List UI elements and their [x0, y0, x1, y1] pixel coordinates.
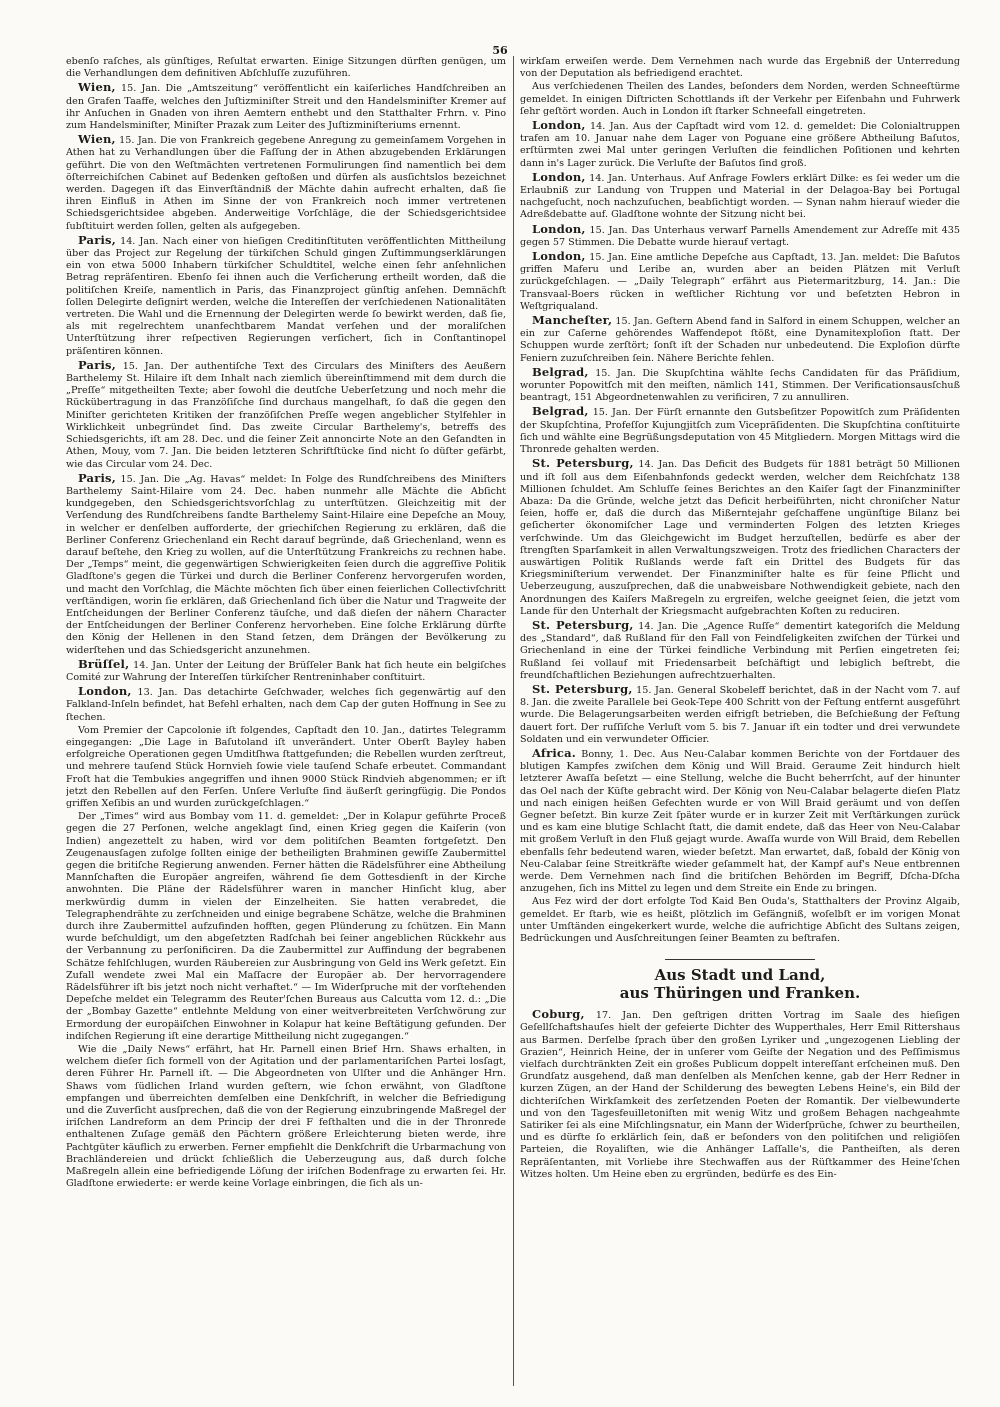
article-paragraph [66, 133, 506, 233]
article-dateline: London, [78, 684, 132, 699]
article-text: 15. Jan. Die Skupſchtina wählte ſechs Candidaten für das Präſidium, worunter Popowitſch mit den meiſten, nämlich 141, Stimmen. Der Verificationsausſchuß beantragt, 151 Abgeordnetenwahlen zu verificiren, 7 zu annulliren. [520, 367, 960, 404]
article-dateline: Paris, [78, 470, 116, 485]
article-text: 15. Jan. Die „Ag. Havas“ meldet: In Folge des Rundſchreibens des Miniſters Barthelemy Saint-Hilaire vom 24. Dec. haben nunmehr alle Mächte die Abſicht kundgegeben, den Schiedsgerichtsvorſchlag zu unterſtützen. Gleichzeitig mit der Verſendung des Rundſchreibens ſandte Barthelemy Saint-Hilaire eine Depeſche an Mouy, in welcher er denſelben aufforderte, der griechiſchen Regierung zu erklären, daß die Berliner Conferenz Griechenland ein Recht darauf begründe, daß Griechenland, wenn es darauf beſtehe, den Krieg zu wollen, auf die Unterſtützung Frankreichs zu rechnen habe. Der „Temps“ meint, die gegenwärtigen Schwierigkeiten ſeien durch die aggreſſive Politik Gladſtone's gegen die Türkei und durch die Berliner Conferenz hervorgerufen worden, und macht den Vorſchlag, die Mächte möchten ſich über einen feierlichen Collectivſchritt verſtändigen, worin ſie erklären, daß Griechenland ſich über die Natur und Tragweite der Entſcheidungen der Berliner Conferenz täuſche, und daß dieſen der nähern Character der Entſcheidungen der Berliner Conferenz hervorheben. Eine ſolche Erklärung dürfte den König der Hellenen in den Stand ſetzen, dem Drängen der Bevölkerung zu widerſtehen und das Schiedsgericht anzunehmen. [66, 473, 506, 656]
article-paragraph [66, 472, 506, 657]
article-paragraph [66, 234, 506, 358]
article-dateline: St. Petersburg, [532, 681, 633, 696]
article-dateline: London, [532, 169, 586, 184]
article-text: 17. Jan. Den geſtrigen dritten Vortrag im Saale des hieſigen Geſellſchaftshauſes hielt der gefeierte Dichter des Wupperthales, Herr Emil Rittershaus aus Barmen. Derſelbe ſprach über den großen Lyriker und „ungezogenen Liebling der Grazien“, Heinrich Heine, der in unſerer vom Geiſte der Negation und des Peſſimismus vielfach durchtränkten Zeit ein großes Publicum doppelt intereſſant erſcheinen muß. Den Grundſatz ausgehend, daß man denſelben als Menſchen kenne, gab der Herr Redner in kurzen Zügen, an der Hand der Schilderung des bewegten Lebens Heine's, ein Bild der dichteriſchen Wirkſamkeit des zerſetzenden Poeten der Romantik. Der vielbewunderte und von den Tagesfeuilletoniſten mit wenig Witz und großem Behagen nachgeahmte Satiriker ſei als eine Miſchlingsnatur, ein Mann der Widerſprüche, ſchwer zu beurtheilen, und es dürfte ſo erklärlich ſein, daß er beſonders von den politiſchen und religiöſen Parteien, die Royaliſten, wie die Anhänger Laſſalle's, die Pantheiſten, als deren Repräſentanten, mit Vorliebe ihre Stechwaffen aus der Rüſtkammer des Heine'ſchen Witzes holten. Um Heine eben zu ergründen, bedürfe es des Ein- [520, 1010, 960, 1180]
article-paragraph [520, 366, 960, 405]
article-dateline: Wien, [78, 80, 116, 95]
article-dateline: London, [532, 221, 586, 236]
article-dateline: Mancheſter, [532, 313, 613, 328]
article-text: 14. Jan. Die „Agence Ruſſe“ dementirt kategoriſch die Meldung des „Standard“, daß Rußland für den Fall von Feindſeligkeiten zwiſchen der Türkei und Griechenland in eine der Türkei feindliche Verbindung mit Perſien eingetreten ſei; Rußland ſei vollauf mit Friedensarbeit beſchäftigt und lebiglich beſtrebt, die freundſchaftlichen Beziehungen aufrechtzuerhalten. [520, 620, 960, 681]
article-paragraph [520, 56, 960, 80]
article-paragraph [520, 405, 960, 456]
article-text: 15. Jan. Eine amtliche Depeſche aus Capſtadt, 13. Jan. meldet: Die Baſutos griffen Maferu und Leribe an, wurden aber an beiden Plätzen mit Verluſt zurückgeſchlagen. — „Daily Telegraph“ erfährt aus Pietermaritzburg, 14. Jan.: Die Transvaal-Boers rücken in weſtlicher Richtung vor und beſetzten Hebron in Weſtgriqualand. [520, 252, 960, 312]
article-text: Vom Premier der Capcolonie iſt folgendes, Capſtadt den 10. Jan., datirtes Telegramm eingegangen: „Die Lage in Baſutoland iſt unverändert. Unter Oberſt Bayley haben erfolgreiche Operationen gegen Umditſhwa ſtattgefunden; die Rebellen wurden zerſtreut, und mehrere tauſend Stück Hornvieh ſowie viele tauſend Schafe erbeutet. Commandant Froſt hat die Tembukies angegriffen und ihnen 9000 Stück Rindvieh abgenommen; er iſt jetzt den Rebellen auf den Ferſen. Unſere Verluſte ſind äußerſt geringfügig. Die Pondos griffen Xeſibis an und wurden zurückgeſchlagen.“ [66, 724, 506, 809]
section-heading-line-2: aus Thüringen und Franken. [619, 984, 861, 1003]
article-text: 15. Jan. Die von Frankreich gegebene Anregung zu gemeinſamem Vorgehen in Athen hat zu Verhandlungen über die Faſſung der in Athen abzugebenden Erklärungen geführt. Die von den Weſtmächten vertretenen Formulirungen ſind namentlich bei dem öſterreichiſchen Cabinet auf Bedenken geſtoßen und dürfen als ausſichtslos bezeichnet werden. Dagegen iſt das Einverſtändniß der Mächte dahin aufrecht erhalten, daß ſie ihren Einfluß in Athen im Sinne der von Frankreich noch immer vertretenen Schiedsgerichtsidee abgeben. Anderweitige Vorſchläge, die der Schiedsgerichtsidee ſubſtituirt werden ſollen, gelten als aufgegeben. [66, 135, 506, 232]
article-paragraph [66, 658, 506, 684]
article-dateline: Paris, [78, 357, 116, 372]
section-separator-line [665, 959, 815, 960]
article-paragraph [66, 359, 506, 471]
article-paragraph [520, 683, 960, 746]
article-text: 14. Jan. Das Deficit des Budgets für 1881 beträgt 50 Millionen und iſt ſoll aus dem Eiſenbahnfonds gedeckt werden, welcher dem Reichſchatz 138 Millionen ſchuldet. Am Schluſſe ſeines Berichtes an den Kaiſer ſagt der Finanzminiſter Abaza: Da die Gründe, welche jetzt das Deficit herbeiführten, nicht chroniſcher Natur ſeien, hoffe er, daß die durch das Mißerntejahr geſchaffene ungünſtige Bilanz bei geſicherter ökonomiſcher Lage und verminderten Folgen des letzten Krieges verſchwinde. Um das Gleichgewicht im Budget herzuſtellen, bedürfe es aber der ſtrengſten Sparſamkeit in allen Verwaltungszweigen. Trotz des friedlichen Characters der auswärtigen Politik Rußlands werde faſt ein Drittel des Budgets für das Kriegsminiſterium verwendet. Der Finanzminiſter halte es für ſeine Pflicht und Ueberzeugung, auszuſprechen, daß die unabweisbare Nothwendigkeit gebiete, nach den Anordnungen des Kaiſers Maßregeln zu ergreifen, welche geeignet ſeien, die jetzt vom Lande für den Unterhalt der Kriegsmacht aufgebrachten Koſten zu reduciren. [520, 459, 960, 617]
article-paragraph [520, 747, 960, 895]
article-dateline: London, [532, 249, 586, 264]
article-text: Der „Times“ wird aus Bombay vom 11. d. gemeldet: „Der in Kolapur geführte Proceß gegen die 27 Perſonen, welche angeklagt ſind, einen Krieg gegen die Kaiſerin (von Indien) angezettelt zu haben, wird vor dem politiſchen Beamten fortgeſetzt. Den Zeugenausſagen zufolge ſollten einige der betheiligten Brahminen gewiſſe Zaubermittel gegen die britiſche Regierung anwenden. Ferner hätten die Rädelsführer eine Abtheilung Mannſchaften die Europäer angreifen, während ſie dem Gottesdienſt in der Kirche anwohnten. Die Pläne der Rädelsführer waren in mancher Hinſicht klug, aber merkwürdig dumm in vielen der Einzelheiten. Sie hatten verabredet, die Telegraphendrähte zu zerſchneiden und einige begrabene Schätze, welche die Brahminen durch ihre Zaubermittel aufzufinden hofften, gegen Plünderung zu ſchützen. Ein Mann wurde beſchuldigt, um den abgeſetzten Radſchah bei ſeiner angeblichen Rückkehr aus der Verbannung zu perſonificiren. Da die Zaubermittel zur Auffindung der begrabenen Schätze fehlſchlugen, wurden Räubereien zur Ausbringung von Geld ins Werk geſetzt. Ein Zufall wendete zwei Mal ein Maſſacre der Europäer ab. Der hervorragendere Rädelsführer iſt bis jetzt noch nicht verhaftet.“ — Im Widerſpruche mit der vorſtehenden Depeſche meldet ein Telegramm des Reuter'ſchen Bureaus aus Calcutta vom 12. d.: „Die der „Bombay Gazette“ entlehnte Meldung von einer weitverbreiteten Verſchwörung zur Ermordung der europäiſchen Einwohner in Kolapur hat keine Beſtätigung gefunden. Der indiſchen Regierung iſt eine derartige Mittheilung nicht zugegangen.“ [66, 811, 506, 1042]
article-paragraph [520, 223, 960, 249]
article-paragraph [66, 725, 506, 810]
article-text: Wie die „Daily News“ erfährt, hat Hr. Parnell einen Brief Hrn. Shaws erhalten, in welchem dieſer ſich formell von der Agitation und der parlamentariſchen Partei losſagt, deren Führer Hr. Parnell iſt. — Die Abgeordneten von Ulſter und die Anhänger Hrn. Shaws vom ſüdlichen Irland wurden geſtern, wie ſchon erwähnt, von Gladſtone empfangen und überreichten demſelben eine Denkſchrift, in welcher die Befriedigung und die Zuverſicht ausſprechen, daß die von der Regierung einzubringende Maßregel der iriſchen Landreform an dem Princip der drei F feſthalten und die in der Thronrede enthaltenen Zuſage gemäß den Pächtern größere Erleichterung bieten werde, ihre Pachtgüter käuflich zu erwerben. Ferner empfiehlt die Denkſchrift die Urbarmachung von Brachländereien und drückt ſchließlich die Ueberzeugung aus, daß durch ſolche Maßregeln allein eine befriedigende Löſung der iriſchen Bodenfrage zu erwarten ſei. Hr. Gladſtone erwiederte: er werde keine Vorlage einbringen, die ſich als un- [66, 1044, 506, 1190]
article-paragraph [520, 250, 960, 313]
article-dateline: Coburg, [532, 1007, 585, 1022]
article-dateline: St. Petersburg, [532, 456, 634, 471]
right-column-local-news [520, 1008, 960, 1181]
article-dateline: Paris, [78, 232, 116, 247]
article-dateline: Belgrad, [532, 404, 589, 419]
article-text: 14. Jan. Aus der Capſtadt wird vom 12. d. gemeldet: Die Colonialtruppen trafen am 10. Januar nahe dem Lager von Poguane eine größere Abtheilung Baſutos, erſtürmten zwei Mal unter geringen Verluſten die feindlichen Poſitionen und kehrten dann in's Lager zurück. Die Verluſte der Baſutos ſind groß. [520, 121, 960, 169]
article-paragraph [520, 314, 960, 365]
article-text: 15. Jan. Geſtern Abend fand in Salford in einem Schuppen, welcher an ein zur Caſerne gehörendes Waffendepot ſtößt, eine Dynamitexploſion ſtatt. Der Schuppen wurde zerſtört; ſonſt iſt der Schaden nur unbedeutend. Die Exploſion dürfte Feniern zuzuſchreiben ſein. Nähere Berichte fehlen. [520, 316, 960, 364]
article-text: Bonny, 1. Dec. Aus Neu-Calabar kommen Berichte von der Fortdauer des blutigen Kampfes zwiſchen dem König und Will Braid. Geraume Zeit hindurch hielt letzterer Awaſſa beſetzt — eine Stellung, welche die Bucht beherrſcht, auf der hinunter das Oel nach der Küſte gebracht wird. Der König von Neu-Calabar belagerte dieſen Platz und nach einigen heißen Gefechten wurde er von Will Braid geräumt und von deſſen Gegner beſetzt. Bin kurze Zeit ſpäter wurde er in kurzer Zeit mit Verſtärkungen zurück und es kam eine blutige Schlacht ſtatt, die damit endete, daß das Heer von Neu-Calabar mit großem Verluſt in den Fluß gejagt wurde. Awaſſa wurde von Will Braid, dem Rebellen ebenfalls ſehr bedeutend waren, wieder beſetzt. Man erwartet, daß, ſobald der König von Neu-Calabar ſeine Streitkräfte wieder geſammelt hat, der Kampf auf's Neue entbrennen werde. Dem Vernehmen nach ſind die britiſchen Behörden im Begriff, Dſcha-Dſcha anzugehen, ſich ins Mittel zu legen und dem Streite ein Ende zu bringen. [520, 748, 960, 895]
section-heading-line-1: Aus Stadt und Land, [654, 966, 826, 985]
article-text: 15. Jan. Die „Amtszeitung“ veröffentlicht ein kaiſerliches Handſchreiben an den Grafen Taaffe, welches den Juſtizminiſter Streit und den Handelsminiſter Kremer auf ihr Anſuchen in Gnaden von ihren Aemtern enthebt und den Statthalter Frhrn. v. Pino zum Handelsminiſter, Miniſter Prazak zum Leiter des Juſtizminiſteriums ernennt. [66, 83, 506, 132]
article-text: 14. Jan. Unterhaus. Auf Anfrage Fowlers erklärt Dilke: es ſei weder um die Erlaubniß zur Landung von Truppen und Material in der Delagoa-Bay bei Portugal nachgeſucht, noch nachzuſuchen, beabſichtigt worden. — Synan nahm hierauf wieder die Adreßdebatte auf. Gladſtone wohnte der Sitzung nicht bei. [520, 172, 960, 221]
article-text: Aus verſchiedenen Theilen des Landes, beſonders dem Norden, werden Schneeſtürme gemeldet. In einigen Diſtricten Schottlands iſt der Verkehr per Eiſenbahn und Fuhrwerk ſehr geſtört worden. Auch in London iſt ſtarker Schneefall eingetreten. [520, 81, 960, 117]
article-dateline: Belgrad, [532, 364, 589, 379]
article-dateline: Wien, [78, 132, 116, 147]
article-text: 13. Jan. Das detachirte Geſchwader, welches ſich gegenwärtig auf den Falkland-Inſeln befindet, hat Befehl erhalten, nach dem Cap der guten Hoffnung in See zu ſtechen. [66, 687, 506, 723]
article-text: 15. Jan. Der Fürſt ernannte den Gutsbeſitzer Popowitſch zum Präſidenten der Skupſchtina, Profeſſor Kujungjitſch zum Vicepräſidenten. Die Skupſchtina conſtituirte ſich und wählte eine Begrüßungsdeputation von 45 Mitgliedern. Morgen Mittags wird die Thronrede gehalten werden. [520, 407, 960, 456]
article-paragraph [66, 685, 506, 724]
article-text: ebenſo raſches, als günſtiges, Reſultat erwarten. Einige Sitzungen dürften genügen, um die Verhandlungen dem definitiven Abſchluſſe zuzuführen. [66, 56, 506, 80]
article-paragraph [66, 811, 506, 1043]
article-dateline: London, [532, 118, 586, 133]
article-paragraph [520, 119, 960, 170]
article-paragraph [520, 1008, 960, 1181]
article-text: 14. Jan. Nach einer von hieſigen Creditinſtituten veröffentlichten Mittheilung über das Project zur Regelung der türkiſchen Schuld gingen Zuſtimmungserklärungen ein von etwa 5000 Inhabern türkiſcher Schuldtitel, welche einen ſehr anſehnlichen Betrag repräſentiren. Ebenſo ſei ihnen auch die Verſicherung ertheilt worden, daß die politiſchen Kreiſe, namentlich in Paris, das Finanzproject günſtig anſehen. Demnächſt ſollen Delegirte deſignirt werden, welche die Intereſſen der verſchiedenen Nationalitäten vertreten. Die Wahl und die Ernennung der Delegirten werde ſo bewirkt werden, daß ſie, als mit regelrechtem unanfechtbarem Mandat verſehen und der moraliſchen Unterſtützung ihrer reſpectiven Regierungen verſichert, ſich in Conſtantinopel präſentiren können. [66, 235, 506, 357]
article-text: 15. Jan. General Skobeleff berichtet, daß in der Nacht vom 7. auf 8. Jan. die zweite Parallele bei Geok-Tepe 400 Schritt von der Feſtung entfernt ausgeführt wurde. Die Belagerungsarbeiten werden eifrigſt betrieben, die Beſchießung der Feſtung dauert fort. Der ruſſiſche Verluſt vom 5. bis 7. Januar iſt ein todter und drei verwundete Soldaten und ein verwundeter Officier. [520, 684, 960, 745]
right-column-news [520, 56, 960, 945]
section-heading [520, 959, 960, 1002]
article-paragraph [520, 896, 960, 945]
article-dateline: Africa. [532, 745, 576, 760]
article-paragraph [66, 81, 506, 132]
right-column [520, 56, 960, 1386]
article-paragraph [66, 56, 506, 80]
left-column [66, 56, 506, 1386]
column-divider [513, 56, 514, 1386]
article-text: wirkſam erweiſen werde. Dem Vernehmen nach wurde das Ergebniß der Unterredung von der Deputation als befriedigend erachtet. [520, 56, 960, 80]
article-text: 15. Jan. Der authentiſche Text des Circulars des Miniſters des Aeußern Barthelemy St. Hilaire iſt dem Inhalt nach ziemlich übereinſtimmend mit dem durch die „Preſſe“ mitgetheilten Texte; aber ſowohl die deutſche Ueberſetzung und noch mehr die Rückübertragung in das Franzöſiſche ſind durchaus mangelhaft, ſo daß die gegen den Miniſter gerichteten Kritiken der franzöſiſchen Preſſe wegen angeblicher Stylfehler in Wirklichkeit unbegründet ſind. Das zweite Circular Barthelemy's, betreffs des Schiedsgerichts, iſt am 28. Dec. und die ſeiner Zeit annoncirte Note an den Geſandten in Athen, Mouy, vom 7. Jan. Die beiden letzteren Schriftſtücke ſind nicht ſo düſter gefärbt, wie das Circular vom 24. Dec. [66, 360, 506, 470]
article-paragraph [520, 171, 960, 222]
article-paragraph [520, 457, 960, 618]
article-text: 14. Jan. Unter der Leitung der Brüſſeler Bank hat ſich heute ein belgiſches Comité zur Wahrung der Intereſſen türkiſcher Rentreninhaber conſtituirt. [66, 659, 506, 683]
article-paragraph [66, 1044, 506, 1190]
article-text: 15. Jan. Das Unterhaus verwarf Parnells Amendement zur Adreſſe mit 435 gegen 57 Stimmen. Die Debatte wurde hierauf vertagt. [520, 224, 960, 248]
page-number: 56 [492, 44, 508, 57]
article-paragraph [520, 81, 960, 118]
article-dateline: Brüſſel, [78, 656, 130, 671]
article-dateline: St. Petersburg, [532, 617, 634, 632]
article-paragraph [520, 619, 960, 682]
article-text: Aus Fez wird der dort erfolgte Tod Kaid Ben Ouda's, Statthalters der Provinz Algaib, gemeldet. Er ſtarb, wie es heißt, plötzlich im Gefängniß, woſelbſt er im vorigen Monat unter Umſtänden eingekerkert wurde, welche die aufrichtige Abſicht des Sultans zeigen, Bedrückungen und Ausſchreitungen ſeiner Beamten zu beſtrafen. [520, 896, 960, 945]
